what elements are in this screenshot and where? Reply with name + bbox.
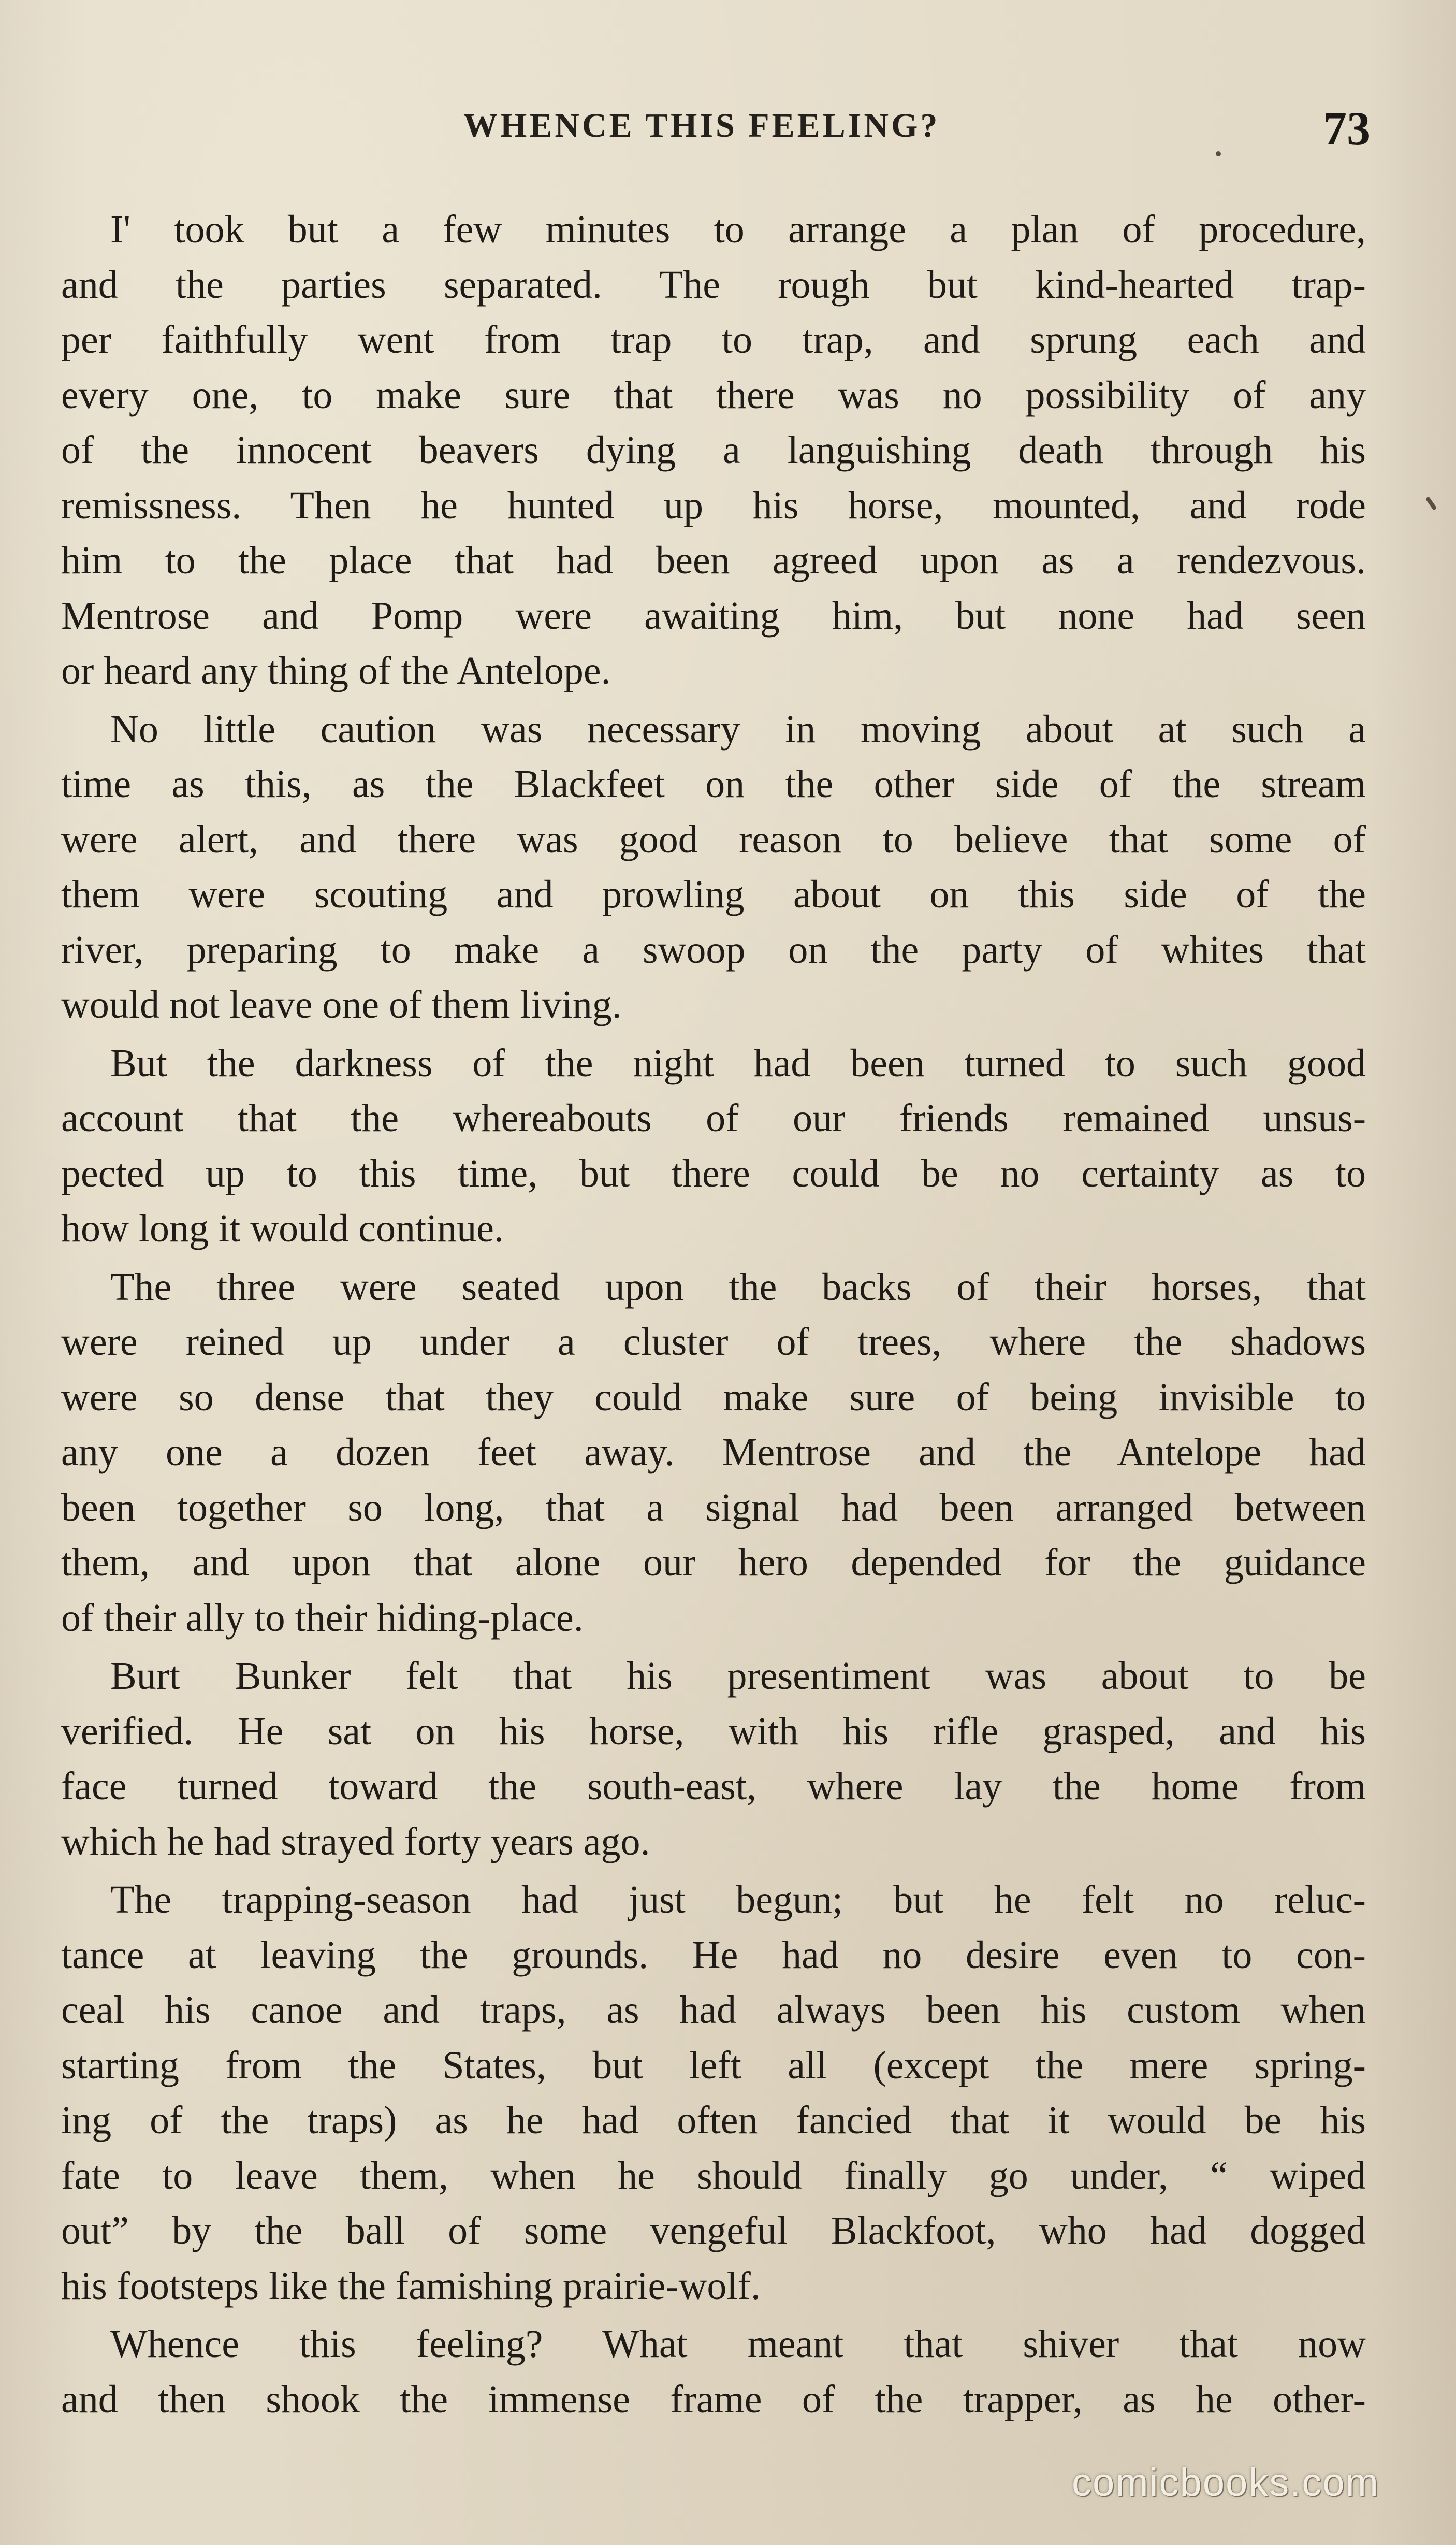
- watermark-text: comicbooks.com: [1072, 2461, 1379, 2505]
- text-line: fate to leave them, when he should finally go under, “ wiped: [61, 2153, 1366, 2197]
- text-line: them, and upon that alone our hero depended for the guidance: [61, 1541, 1366, 1584]
- text-line: been together so long, that a signal had been arranged between: [61, 1485, 1366, 1529]
- text-line: starting from the States, but left all (except the mere spring-: [61, 2043, 1366, 2087]
- page-number: 73: [1323, 102, 1371, 155]
- paragraph: [61, 702, 1366, 1033]
- text-line: time as this, as the Blackfeet on the other side of the stream: [61, 762, 1366, 806]
- paragraph: [61, 202, 1366, 699]
- running-head: [0, 101, 1456, 158]
- text-line: remissness. Then he hunted up his horse, mounted, and rode: [61, 483, 1366, 527]
- paragraph: [61, 1260, 1366, 1646]
- text-line: of the innocent beavers dying a languishing death through his: [61, 428, 1366, 472]
- text-line: Burt Bunker felt that his presentiment was about to be: [110, 1654, 1366, 1698]
- ink-speck: [1216, 151, 1221, 156]
- text-line: per faithfully went from trap to trap, and sprung each and: [61, 318, 1366, 361]
- text-line: and the parties separated. The rough but kind-hearted trap-: [61, 263, 1366, 307]
- text-line: were reined up under a cluster of trees, where the shadows: [61, 1320, 1366, 1364]
- text-line: would not leave one of them living.: [61, 983, 622, 1026]
- text-line: Whence this feeling? What meant that shiver that now: [110, 2322, 1366, 2366]
- ink-speck: [1425, 496, 1437, 511]
- text-line: ing of the traps) as he had often fancied that it would be his: [61, 2099, 1366, 2142]
- paragraph: [61, 2317, 1366, 2427]
- text-line: No little caution was necessary in moving about at such a: [110, 707, 1366, 751]
- text-line: face turned toward the south-east, where lay the home from: [61, 1765, 1366, 1808]
- paragraph: [61, 1872, 1366, 2313]
- text-line: I' took but a few minutes to arrange a plan of procedure,: [110, 208, 1366, 251]
- paragraph: [61, 1036, 1366, 1256]
- text-line: how long it would continue.: [61, 1207, 504, 1250]
- text-line: or heard any thing of the Antelope.: [61, 649, 611, 692]
- text-line: But the darkness of the night had been turned to such good: [110, 1041, 1366, 1085]
- text-line: Mentrose and Pomp were awaiting him, but none had seen: [61, 594, 1366, 638]
- text-line: were so dense that they could make sure of being invisible to: [61, 1375, 1366, 1419]
- text-line: The trapping-season had just begun; but he felt no reluc-: [110, 1878, 1366, 1921]
- text-line: him to the place that had been agreed upon as a rendezvous.: [61, 539, 1366, 582]
- text-line: account that the whereabouts of our friends remained unsus-: [61, 1096, 1366, 1140]
- text-line: ceal his canoe and traps, as had always been his custom when: [61, 1988, 1366, 2032]
- text-line: of their ally to their hiding-place.: [61, 1596, 584, 1640]
- text-line: them were scouting and prowling about on this side of the: [61, 873, 1366, 916]
- text-line: out” by the ball of some vengeful Blackfoot, who had dogged: [61, 2209, 1366, 2252]
- paragraph: [61, 1649, 1366, 1869]
- text-line: his footsteps like the famishing prairie-wolf.: [61, 2264, 761, 2308]
- text-line: any one a dozen feet away. Mentrose and the Antelope had: [61, 1430, 1366, 1474]
- text-line: and then shook the immense frame of the trapper, as he other-: [61, 2377, 1366, 2421]
- text-line: tance at leaving the grounds. He had no desire even to con-: [61, 1933, 1366, 1977]
- text-line: every one, to make sure that there was no possibility of any: [61, 373, 1366, 417]
- text-line: verified. He sat on his horse, with his rifle grasped, and his: [61, 1709, 1366, 1753]
- text-line: were alert, and there was good reason to believe that some of: [61, 817, 1366, 861]
- body-text: [61, 202, 1366, 2430]
- text-line: The three were seated upon the backs of their horses, that: [110, 1265, 1366, 1309]
- text-line: which he had strayed forty years ago.: [61, 1819, 650, 1863]
- running-title: WHENCE THIS FEELING?: [463, 107, 940, 144]
- text-line: pected up to this time, but there could be no certainty as to: [61, 1151, 1366, 1195]
- text-line: river, preparing to make a swoop on the party of whites that: [61, 928, 1366, 972]
